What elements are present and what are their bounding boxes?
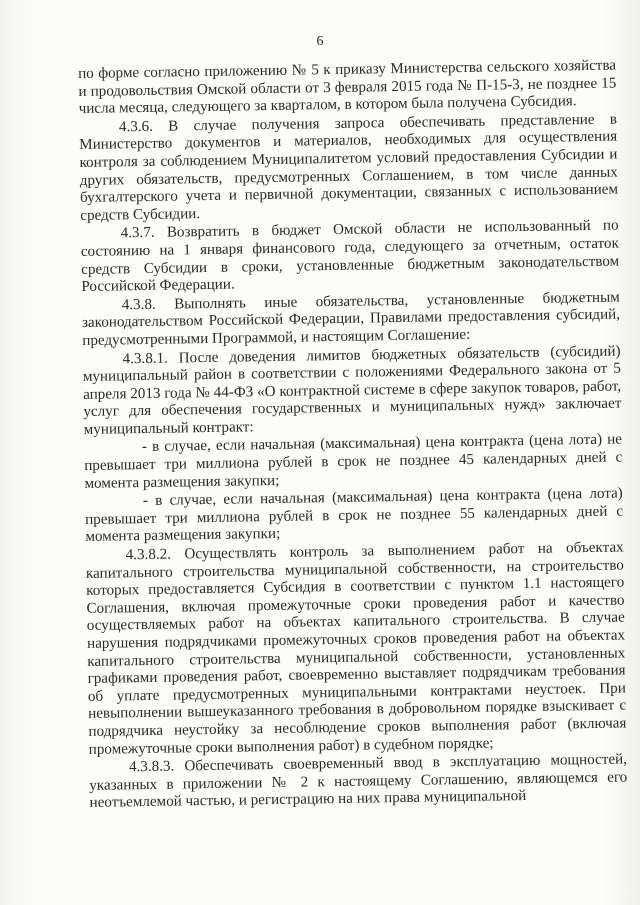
document-body: [78, 58, 628, 813]
paragraph-4-3-8-1: 4.3.8.1. После доведения лимитов бюджетных обязательств (субсидий) муниципальный район в соответствии с положениями Федерального закона от 5 апреля 2013 года № 44-ФЗ «О контрактной системе в сфере закупок товаров, работ, услуг для обеспечения государственных и муниципальных нужд» заключает муниципальный контракт:: [82, 343, 622, 438]
paragraph-4-3-7: 4.3.7. Возвратить в бюджет Омской области не использованный по состоянию на 1 января финансового года, следующего за отчетным, остаток средств Субсидии в сроки, установленные бюджетным законодательством Российской Федерации.: [80, 217, 620, 296]
paragraph-4-3-8-2: 4.3.8.2. Осуществлять контроль за выполнением работ на объектах капитального строительства муниципальной собственности, на строительство которых предоставляется Субсидия в соответствии с пунктом 1.1 настоящего Соглашения, включая промежуточные сроки проведения работ и качество осуществляемых работ на объектах капитального строительства. В случае нарушения подрядчиками промежуточных сроков проведения работ на объектах капитального строительства муниципальной собственности, установленных графиками проведения работ, своевременно выставляет подрядчикам требования об уплате предусмотренных муниципальными контрактами неустоек. При невыполнении вышеуказанного требования в добровольном порядке взыскивает с подрядчика неустойку за несоблюдение сроков выполнения работ (включая промежуточные сроки выполнения работ) в судебном порядке;: [85, 539, 627, 758]
paragraph-continuation: по форме согласно приложению № 5 к приказу Министерства сельского хозяйства и продовольствия Омской области от 3 февраля 2015 года № П-15-3, не позднее 15 числа месяца, следующего за кварталом, в котором была получена Субсидия.: [78, 57, 617, 118]
paragraph-4-3-6: 4.3.6. В случае получения запроса обеспечивать представление в Министерство документов и материалов, необходимых для осуществления контроля за соблюдением Муниципалитетом условий предоставления Субсидии и других обязательств, предусмотренных Соглашением, в том числе данных бухгалтерского учета и первичной документации, связанных с использованием средств Субсидии.: [79, 111, 619, 224]
paragraph-4-3-8-3: 4.3.8.3. Обеспечивать своевременный ввод в эксплуатацию мощностей, указанных в приложении № 2 к настоящему Соглашению, являющемся его неотъемлемой частью, и регистрацию на них права муниципальной: [89, 751, 628, 812]
paragraph-4-3-8: 4.3.8. Выполнять иные обязательства, установленные бюджетным законодательством Российской Федерации, Правилами предоставления субсидий, предусмотренными Программой, и настоящим Соглашение:: [81, 289, 621, 349]
list-item-45-days: - в случае, если начальная (максимальная) цена контракта (цена лота) не превышает три миллиона рублей в срок не позднее 45 календарных дней с момента размещения закупки;: [84, 431, 623, 492]
list-item-55-days: - в случае, если начальная (максимальная) цена контракта (цена лота) превышает три миллиона рублей в срок не позднее 55 календарных дней с момента размещения закупки;: [85, 485, 624, 546]
page-number: 6: [316, 34, 324, 49]
